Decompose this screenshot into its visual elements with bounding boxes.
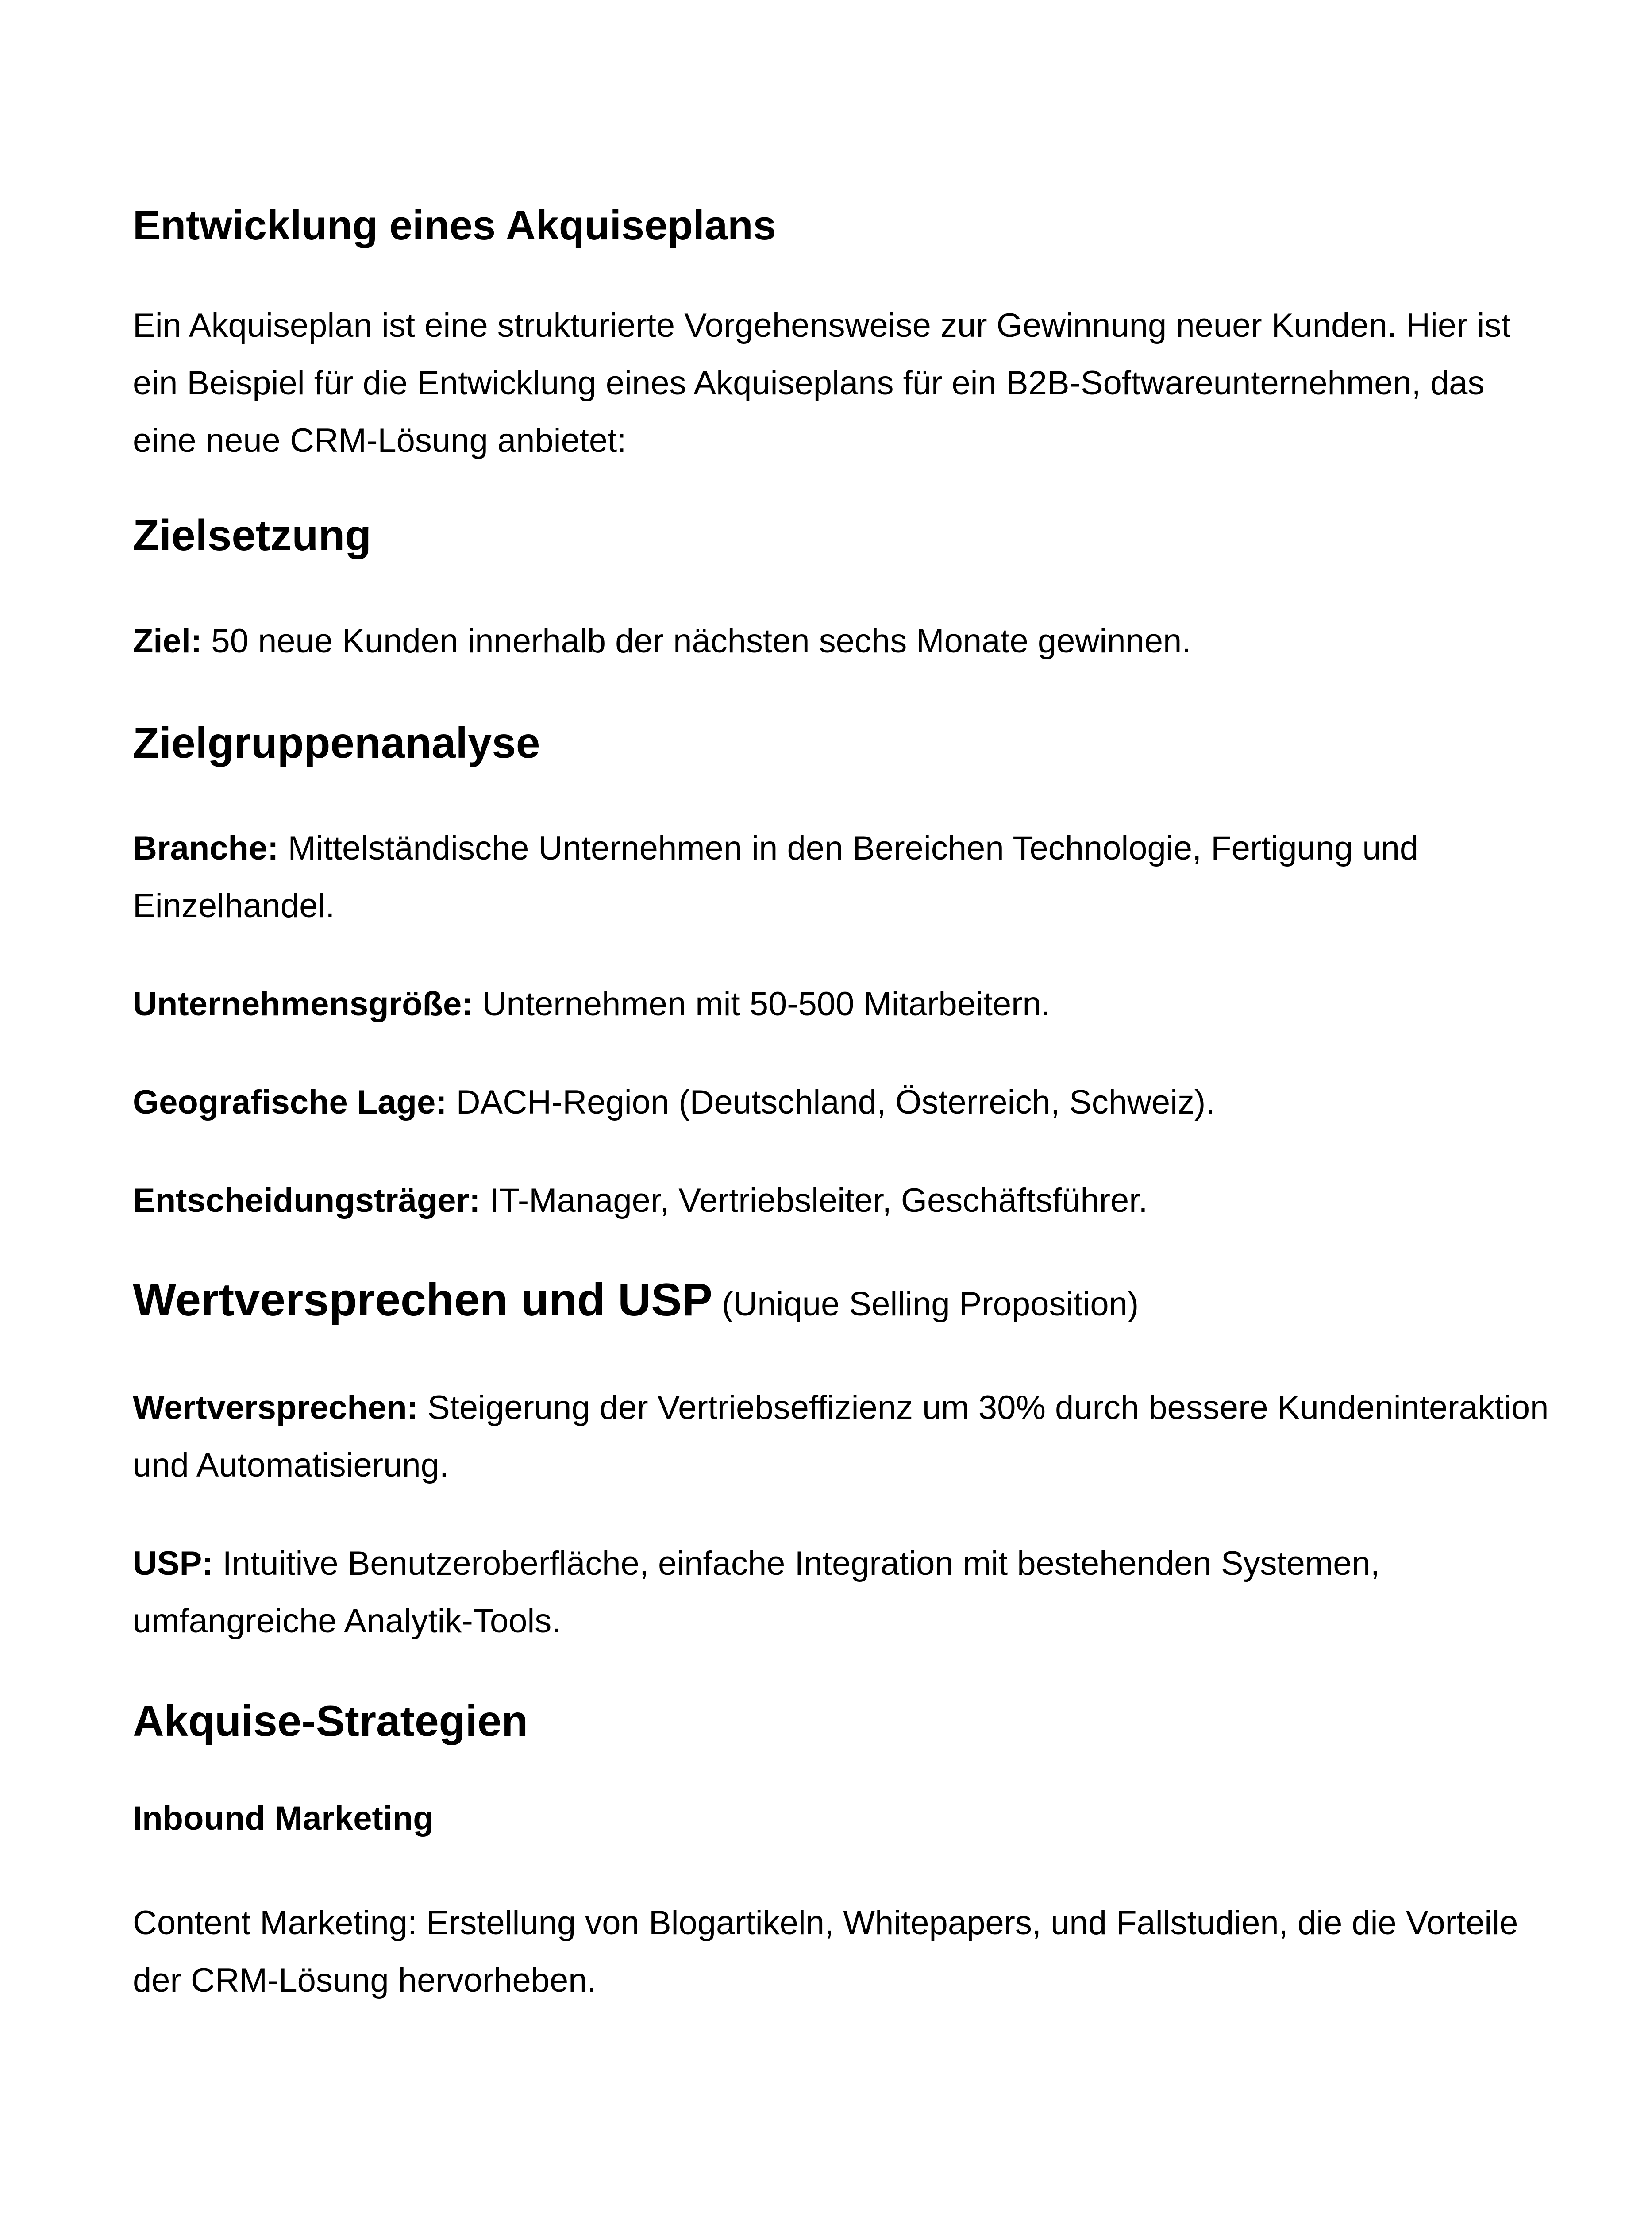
usp-label: USP: (133, 1545, 213, 1583)
paragraph-content-marketing: Content Marketing: Erstellung von Blogartikeln, Whitepapers, und Fallstudien, die die Vorteile der CRM-Lösung hervorheben. (133, 1904, 1518, 1999)
geografische-lage-text: DACH-Region (Deutschland, Österreich, Schweiz). (447, 1083, 1215, 1122)
ziel-label: Ziel: (133, 622, 202, 660)
paragraph-branche (133, 820, 1549, 935)
unternehmensgroesse-label: Unternehmensgröße: (133, 985, 473, 1023)
unternehmensgroesse-text: Unternehmen mit 50-500 Mitarbeitern. (473, 985, 1051, 1023)
paragraph-ziel (133, 613, 1549, 670)
heading-zielgruppenanalyse: Zielgruppenanalyse (133, 718, 540, 767)
wertversprechen-text: Steigerung der Vertriebseffizienz um 30% durch bessere Kundeninteraktion und Automatisierung. (133, 1389, 1549, 1484)
usp-text: Intuitive Benutzeroberfläche, einfache Integration mit bestehenden Systemen, umfangreiche Analytik-Tools. (133, 1545, 1380, 1640)
wertversprechen-label: Wertversprechen: (133, 1389, 418, 1427)
document-title: Entwicklung eines Akquiseplans (133, 202, 776, 248)
paragraph-usp (133, 1535, 1549, 1650)
branche-label: Branche: (133, 829, 279, 867)
subheading-inbound-marketing: Inbound Marketing (133, 1799, 434, 1837)
wertversprechen-heading-text: Wertversprechen und USP (133, 1274, 713, 1326)
heading-wertversprechen (133, 1274, 1549, 1327)
geografische-lage-label: Geografische Lage: (133, 1083, 447, 1122)
wertversprechen-heading-aside: (Unique Selling Proposition) (712, 1285, 1139, 1323)
heading-akquise-strategien: Akquise-Strategien (133, 1696, 528, 1746)
heading-zielsetzung: Zielsetzung (133, 511, 372, 560)
paragraph-unternehmensgroesse (133, 975, 1549, 1033)
entscheidungstraeger-label: Entscheidungsträger: (133, 1182, 481, 1220)
paragraph-wertversprechen (133, 1379, 1549, 1494)
branche-text: Mittelständische Unternehmen in den Bereichen Technologie, Fertigung und Einzelhandel. (133, 829, 1419, 925)
document-body (133, 201, 1549, 2050)
paragraph-geografische-lage (133, 1074, 1549, 1131)
intro-paragraph: Ein Akquiseplan ist eine strukturierte Vorgehensweise zur Gewinnung neuer Kunden. Hier ist ein Beispiel für die Entwicklung eines Akquiseplans für ein B2B-Softwareunternehmen, das eine neue CRM-Lösung anbietet: (133, 307, 1511, 460)
paragraph-entscheidungstraeger (133, 1172, 1549, 1230)
entscheidungstraeger-text: IT-Manager, Vertriebsleiter, Geschäftsführer. (480, 1182, 1148, 1220)
ziel-text: 50 neue Kunden innerhalb der nächsten sechs Monate gewinnen. (202, 622, 1191, 660)
